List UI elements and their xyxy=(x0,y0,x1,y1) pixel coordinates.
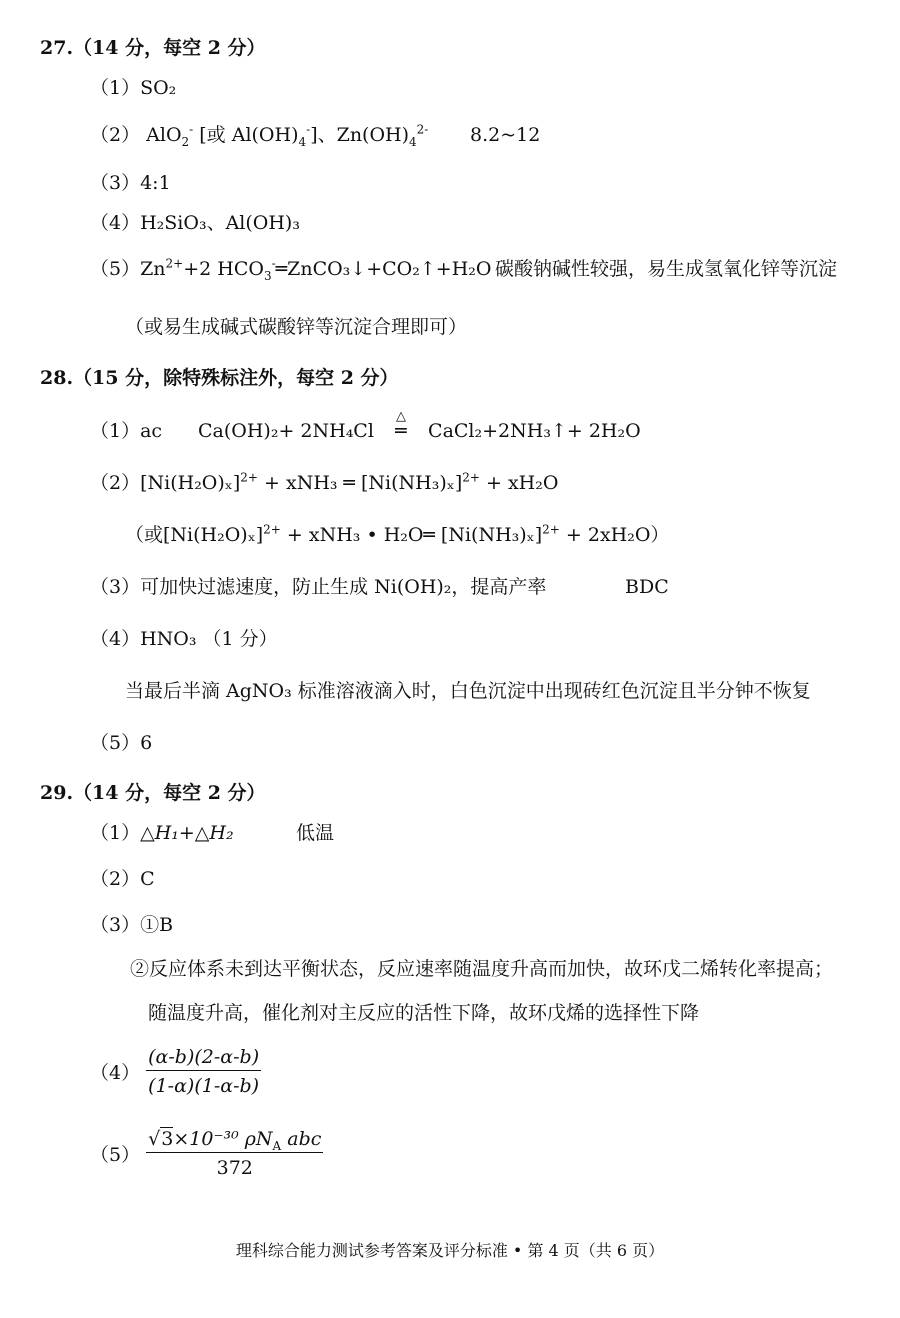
q28-a4-label: （4） xyxy=(90,628,141,650)
q29-answer-2 xyxy=(90,866,155,892)
q27-answer-5: $(5)Zn^{2+}+2$ $HCO_3^-═ZnCO_3↓+CO_2↑+H_2O$ xyxy=(90,256,492,283)
q29-a1-label: （1） xyxy=(90,822,141,844)
q27-a5-eq-a: Zn xyxy=(140,258,166,280)
q28-a2-alt-c: + 2xH₂O） xyxy=(565,524,670,546)
q29-answer-4 xyxy=(90,1046,261,1097)
q29-a5-numerator: √3×10⁻³⁰ $\rho N_A$ abc xyxy=(148,1128,322,1153)
q29-a4-fraction xyxy=(146,1046,261,1097)
q29-answer-3 xyxy=(90,912,173,938)
q27-a2-range: 8.2~12 xyxy=(470,124,541,146)
q29-a3-1: ①B xyxy=(140,914,174,936)
q29-a2-text: C xyxy=(140,868,155,890)
q27-a2-part1: AlO xyxy=(146,124,182,146)
q27-a2-part2: [或 Al(OH) xyxy=(199,124,299,146)
q28-a2-eq-c: + xH₂O xyxy=(486,472,559,494)
q28-answer-5 xyxy=(90,730,152,756)
q29-answer-1 xyxy=(90,820,234,846)
q27-a3-label: （3） xyxy=(90,172,141,194)
q29-a4-label: （4） xyxy=(90,1062,141,1084)
q29-a5-label: （5） xyxy=(90,1144,141,1166)
heat-arrow: △ ═ xyxy=(380,418,422,444)
page-footer: 理科综合能力测试参考答案及评分标准 • 第 4 页（共 6 页） xyxy=(235,1241,665,1260)
q28-a1-choice: ac xyxy=(140,420,163,442)
q28-a2-alt-a: （或[Ni(H₂O)ₓ] xyxy=(125,524,264,546)
q28-header: 28.（15 分，除特殊标注外，每空 2 分） xyxy=(40,367,399,389)
q27-a5-label: （5） xyxy=(90,258,141,280)
q29-a3-3: 随温度升高，催化剂对主反应的活性下降，故环戊烯的选择性下降 xyxy=(148,1002,700,1024)
q28-answer-3 xyxy=(90,574,546,600)
q27-a1-label: （1） xyxy=(90,77,141,99)
q28-a2-eq-b: + xNH₃ ═ [Ni(NH₃)ₓ] xyxy=(264,472,463,494)
q27-a5-reason: 碳酸钠碱性较强，易生成氢氧化锌等沉淀 xyxy=(495,258,838,280)
q27-a2-label: （2） xyxy=(90,124,141,146)
q28-a1-label: （1） xyxy=(90,420,141,442)
q28-a4-text: HNO₃ （1 分） xyxy=(140,628,278,650)
q29-a5-tail: abc xyxy=(281,1128,322,1150)
q27-a5-alt: （或易生成碱式碳酸锌等沉淀合理即可） xyxy=(125,316,468,338)
q29-answer-5 xyxy=(90,1128,323,1179)
q27-a1-text: SO₂ xyxy=(140,77,177,99)
q28-a3-order: BDC xyxy=(625,576,669,598)
q28-a1-equation xyxy=(198,409,641,444)
q29-a5-root: 3 xyxy=(161,1128,174,1150)
q28-answer-4 xyxy=(90,626,278,652)
q29-a4-denominator: (1-α)(1-α-b) xyxy=(148,1075,260,1097)
q29-a2-label: （2） xyxy=(90,868,141,890)
q28-a3-text: 可加快过滤速度，防止生成 Ni(OH)₂，提高产率 xyxy=(140,576,547,598)
q28-a3-label: （3） xyxy=(90,576,141,598)
q27-a4-label: （4） xyxy=(90,212,141,234)
q29-a4-numerator: (α-b)(2-α-b) xyxy=(146,1046,261,1071)
q27-answer-1 xyxy=(90,75,176,101)
q27-a4-text: H₂SiO₃、Al(OH)₃ xyxy=(140,212,300,234)
q27-a2-part3: ]、Zn(OH) xyxy=(310,124,410,146)
q29-a1-b: 低温 xyxy=(296,822,335,844)
q28-a1-eq-left: Ca(OH)₂+ 2NH₄Cl xyxy=(198,420,374,442)
q28-answer-1 xyxy=(90,418,162,444)
q28-a5-text: 6 xyxy=(140,732,153,754)
q28-a4-endpoint: 当最后半滴 AgNO₃ 标准溶液滴入时，白色沉淀中出现砖红色沉淀且半分钟不恢复 xyxy=(125,680,811,702)
q28-a1-eq-right: CaCl₂+2NH₃↑+ 2H₂O xyxy=(428,420,641,442)
q28-a2-alt-b: + xNH₃ • H₂O═ [Ni(NH₃)ₓ] xyxy=(286,524,543,546)
q27-answer-2: （2） AlO$_2$- [或 $Al(OH)_4^-$]、$Zn(OH)_4^{2-}$ xyxy=(90,122,429,149)
q28-a5-label: （5） xyxy=(90,732,141,754)
q27-answer-4 xyxy=(90,210,300,236)
q28-a2-label: （2） xyxy=(90,472,141,494)
q29-a1-a: △H₁+△H₂ xyxy=(140,822,234,844)
q29-a3-2: ②反应体系未到达平衡状态，反应速率随温度升高而加快，故环戊二烯转化率提高； xyxy=(130,958,834,980)
q28-a2-eq-a: [Ni(H₂O)ₓ] xyxy=(140,472,241,494)
q29-a5-fraction xyxy=(146,1128,323,1179)
q29-a3-label: （3） xyxy=(90,914,141,936)
q27-a5-eq-b: +2 HCO xyxy=(183,258,264,280)
heat-icon: △ xyxy=(395,409,406,424)
q29-header: 29.（14 分，每空 2 分） xyxy=(40,782,266,804)
q28-a2-alt: （或$[Ni(H_2O)_x]^{2+} + xNH_3$ • H₂O═ $[Ni(NH_3)_x]^{2+} + 2xH_2O$） xyxy=(125,522,670,546)
q29-a5-sub: A xyxy=(272,1138,282,1153)
q29-a5-rest: ×10⁻³⁰ ρN xyxy=(173,1128,273,1150)
q29-a5-denominator: 372 xyxy=(216,1157,253,1179)
q27-a3-text: 4:1 xyxy=(140,172,171,194)
q27-a5-eq-c: ═ZnCO₃↓+CO₂↑+H₂O xyxy=(275,258,492,280)
q28-answer-2: $(2)[Ni(H_2O)_x]^{2+} + xNH_3$ ═ $[Ni(NH_3)_x]^{2+} + xH_2O$ xyxy=(90,470,559,494)
q27-header: 27.（14 分，每空 2 分） xyxy=(40,37,266,59)
q27-answer-3 xyxy=(90,170,171,196)
